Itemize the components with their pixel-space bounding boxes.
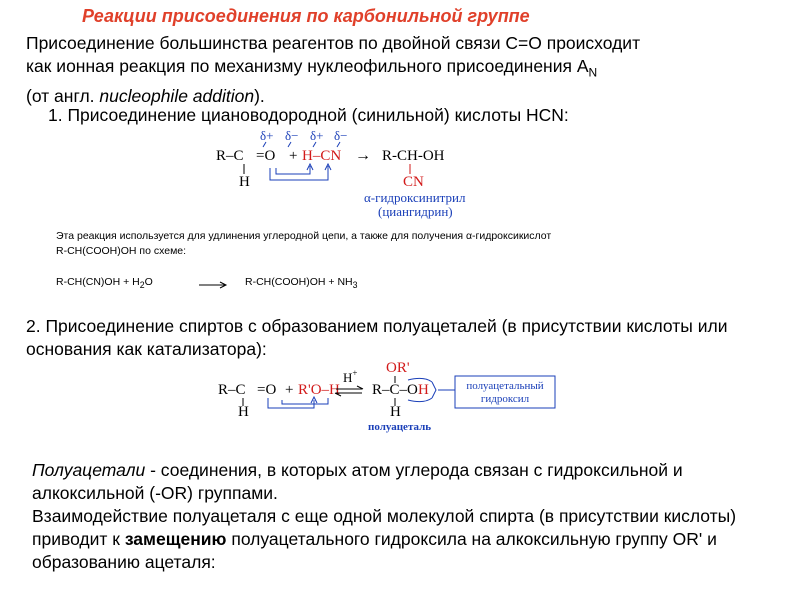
reaction1-note-line-1: Эта реакция используется для удлинения углеродной цепи, а также для получения α-гидроксикислот xyxy=(56,230,552,242)
definition-acetal xyxy=(32,505,792,574)
delta-plus-1: δ+ xyxy=(260,128,274,143)
r2-lhs: R–C xyxy=(218,382,246,398)
scheme-rhs-text: R-CH(COOH)OH + NH xyxy=(245,276,353,288)
r1-cn-below: CN xyxy=(403,174,424,190)
reaction1-heading: 1. Присоединение циановодородной (синильной) кислоты HCN: xyxy=(48,105,569,125)
mechanism-subscript: N xyxy=(588,65,598,80)
intro-line-2 xyxy=(26,55,640,85)
r1-arrow: → xyxy=(355,147,371,164)
r2-electron-arrow-1 xyxy=(268,398,314,408)
delta-ticks xyxy=(263,142,340,147)
scheme-lhs-end: O xyxy=(144,276,153,288)
reaction1-note-line-2: R-CH(COOH)OH по схеме: xyxy=(56,245,187,257)
acetal-text-b: полуацетального гидроксила на алкоксильную группу OR' и образованию ацеталя: xyxy=(32,529,717,572)
r1-plus: + xyxy=(289,148,298,164)
r2-h-below-right: H xyxy=(390,404,401,420)
r2-top-group: OR' xyxy=(386,360,410,376)
r2-h-below-left: H xyxy=(238,404,249,420)
reaction2-scheme xyxy=(210,358,570,438)
slide-title: Реакции присоединения по карбонильной группе xyxy=(82,6,530,26)
r2-product-label: полуацеталь xyxy=(368,421,432,433)
r2-product-h: H xyxy=(418,382,429,398)
reaction2-heading: 2. Присоединение спиртов с образованием полуацеталей (в присутствии кислоты или основания как катализатора): xyxy=(26,316,728,359)
intro-line-3-italic: nucleophile addition xyxy=(99,85,255,106)
r2-product-core: R–C–O xyxy=(372,382,418,398)
delta-plus-2: δ+ xyxy=(310,128,324,143)
r2-hydroxyl-brace xyxy=(432,382,436,398)
scheme-lhs-sub: 2 xyxy=(139,280,145,291)
intro-line-1: Присоединение большинства реагентов по двойной связи С=О происходит xyxy=(26,33,641,53)
intro-line-3-end: ). xyxy=(254,85,265,106)
r1-product-name: α-гидроксинитрил xyxy=(364,190,466,205)
r1-lhs: R–C xyxy=(216,148,244,164)
scheme-rhs-sub: 3 xyxy=(352,280,358,291)
reaction1-scheme xyxy=(210,128,530,228)
definition-hemiacetal xyxy=(32,459,792,505)
r1-product: R-CH-OH xyxy=(382,148,445,164)
r2-electron-arrow-2 xyxy=(282,398,328,404)
r2-callout-line-1: полуацетальный xyxy=(466,380,544,392)
acetal-text-a: Взаимодействие полуацеталя с еще одной молекулой спирта (в присутствии кислоты) приводит к xyxy=(32,506,737,549)
r2-reagent: R'O–H xyxy=(298,382,340,398)
r1-product-name-alt: (циангидрин) xyxy=(378,204,453,219)
delta-minus-2: δ− xyxy=(334,128,348,143)
definition-text: - соединения, в которых атом углерода связан с гидроксильной и алкоксильной (-OR) группами. xyxy=(32,460,683,503)
r1-h-below: H xyxy=(239,174,250,190)
acetal-bold: замещению xyxy=(124,529,227,549)
definitions xyxy=(32,459,792,574)
r1-reagent: H–CN xyxy=(302,148,342,164)
scheme-lhs-text: R-CH(CN)OH + H xyxy=(56,276,140,288)
r1-electron-arrow-1 xyxy=(270,166,328,180)
scheme-lhs xyxy=(56,276,153,290)
definition-term: Полуацетали xyxy=(32,460,146,480)
r2-catalyst xyxy=(343,368,357,385)
r1-electron-arrow-2 xyxy=(276,166,310,174)
r2-plus: + xyxy=(285,382,294,398)
intro-line-3-text: (от англ. xyxy=(26,85,100,106)
r2-catalyst-h: H xyxy=(343,370,353,385)
r2-double-bond: =O xyxy=(257,382,277,398)
r1-double-bond: =O xyxy=(256,148,276,164)
scheme-rhs xyxy=(245,276,358,290)
scheme-arrow xyxy=(198,281,228,289)
delta-minus-1: δ− xyxy=(285,128,299,143)
r2-callout-line-2: гидроксил xyxy=(480,393,530,405)
r2-catalyst-plus: + xyxy=(352,368,358,378)
intro-paragraph xyxy=(26,32,640,108)
intro-line-2-text: как ионная реакция по механизму нуклеофильного присоединения А xyxy=(26,56,589,76)
